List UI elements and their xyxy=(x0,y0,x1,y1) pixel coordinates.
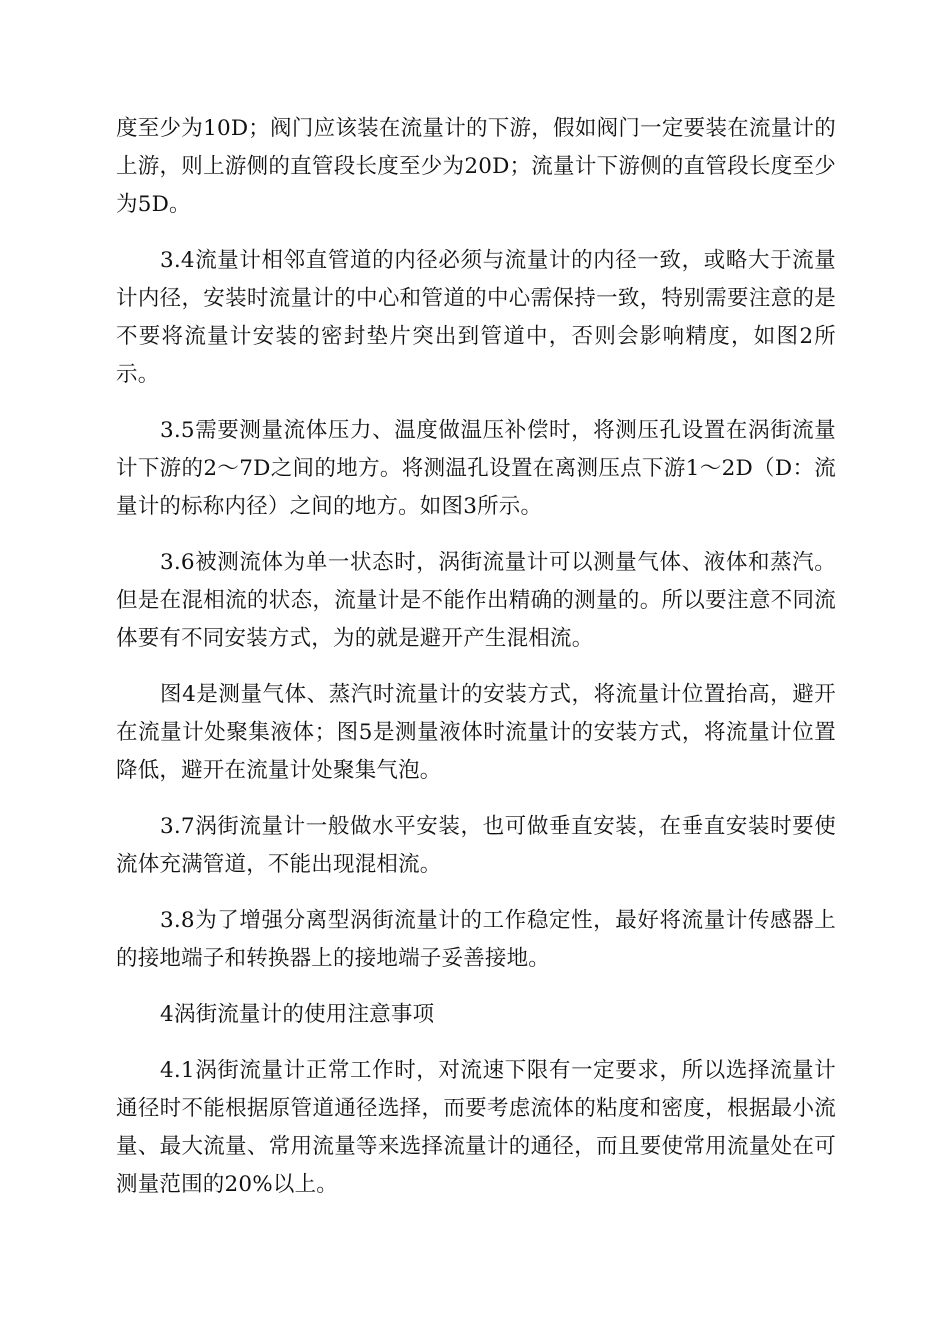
paragraph-continuation: 度至少为10D；阀门应该装在流量计的下游，假如阀门一定要装在流量计的上游，则上游侧的直管段长度至少为20D；流量计下游侧的直管段长度至少为5D。 xyxy=(116,116,836,217)
paragraph-3-6: 3.6被测流体为单一状态时，涡街流量计可以测量气体、液体和蒸汽。但是在混相流的状态，流量计是不能作出精确的测量的。所以要注意不同流体要有不同安装方式，为的就是避开产生混相流。 xyxy=(116,550,836,651)
paragraph-3-8: 3.8为了增强分离型涡街流量计的工作稳定性，最好将流量计传感器上的接地端子和转换器上的接地端子妥善接地。 xyxy=(116,908,836,971)
paragraph-3-4: 3.4流量计相邻直管道的内径必须与流量计的内径一致，或略大于流量计内径，安装时流量计的中心和管道的中心需保持一致，特别需要注意的是不要将流量计安装的密封垫片突出到管道中，否则会影响精度，如图2所示。 xyxy=(116,248,836,387)
paragraph-figure-4-5: 图4是测量气体、蒸汽时流量计的安装方式，将流量计位置抬高，避开在流量计处聚集液体；图5是测量液体时流量计的安装方式，将流量计位置降低，避开在流量计处聚集气泡。 xyxy=(116,682,836,783)
paragraph-4-1: 4.1涡街流量计正常工作时，对流速下限有一定要求，所以选择流量计通径时不能根据原管道通径选择，而要考虑流体的粘度和密度，根据最小流量、最大流量、常用流量等来选择流量计的通径，而且要使常用流量处在可测量范围的20%以上。 xyxy=(116,1058,836,1197)
paragraph-3-7: 3.7涡街流量计一般做水平安装，也可做垂直安装，在垂直安装时要使流体充满管道，不能出现混相流。 xyxy=(116,814,836,877)
section-heading-4: 4涡街流量计的使用注意事项 xyxy=(160,1002,435,1027)
paragraph-3-5: 3.5需要测量流体压力、温度做温压补偿时，将测压孔设置在涡街流量计下游的2～7D之间的地方。将测温孔设置在离测压点下游1～2D（D：流量计的标称内径）之间的地方。如图3所示。 xyxy=(116,418,836,519)
document-body xyxy=(116,110,836,1222)
